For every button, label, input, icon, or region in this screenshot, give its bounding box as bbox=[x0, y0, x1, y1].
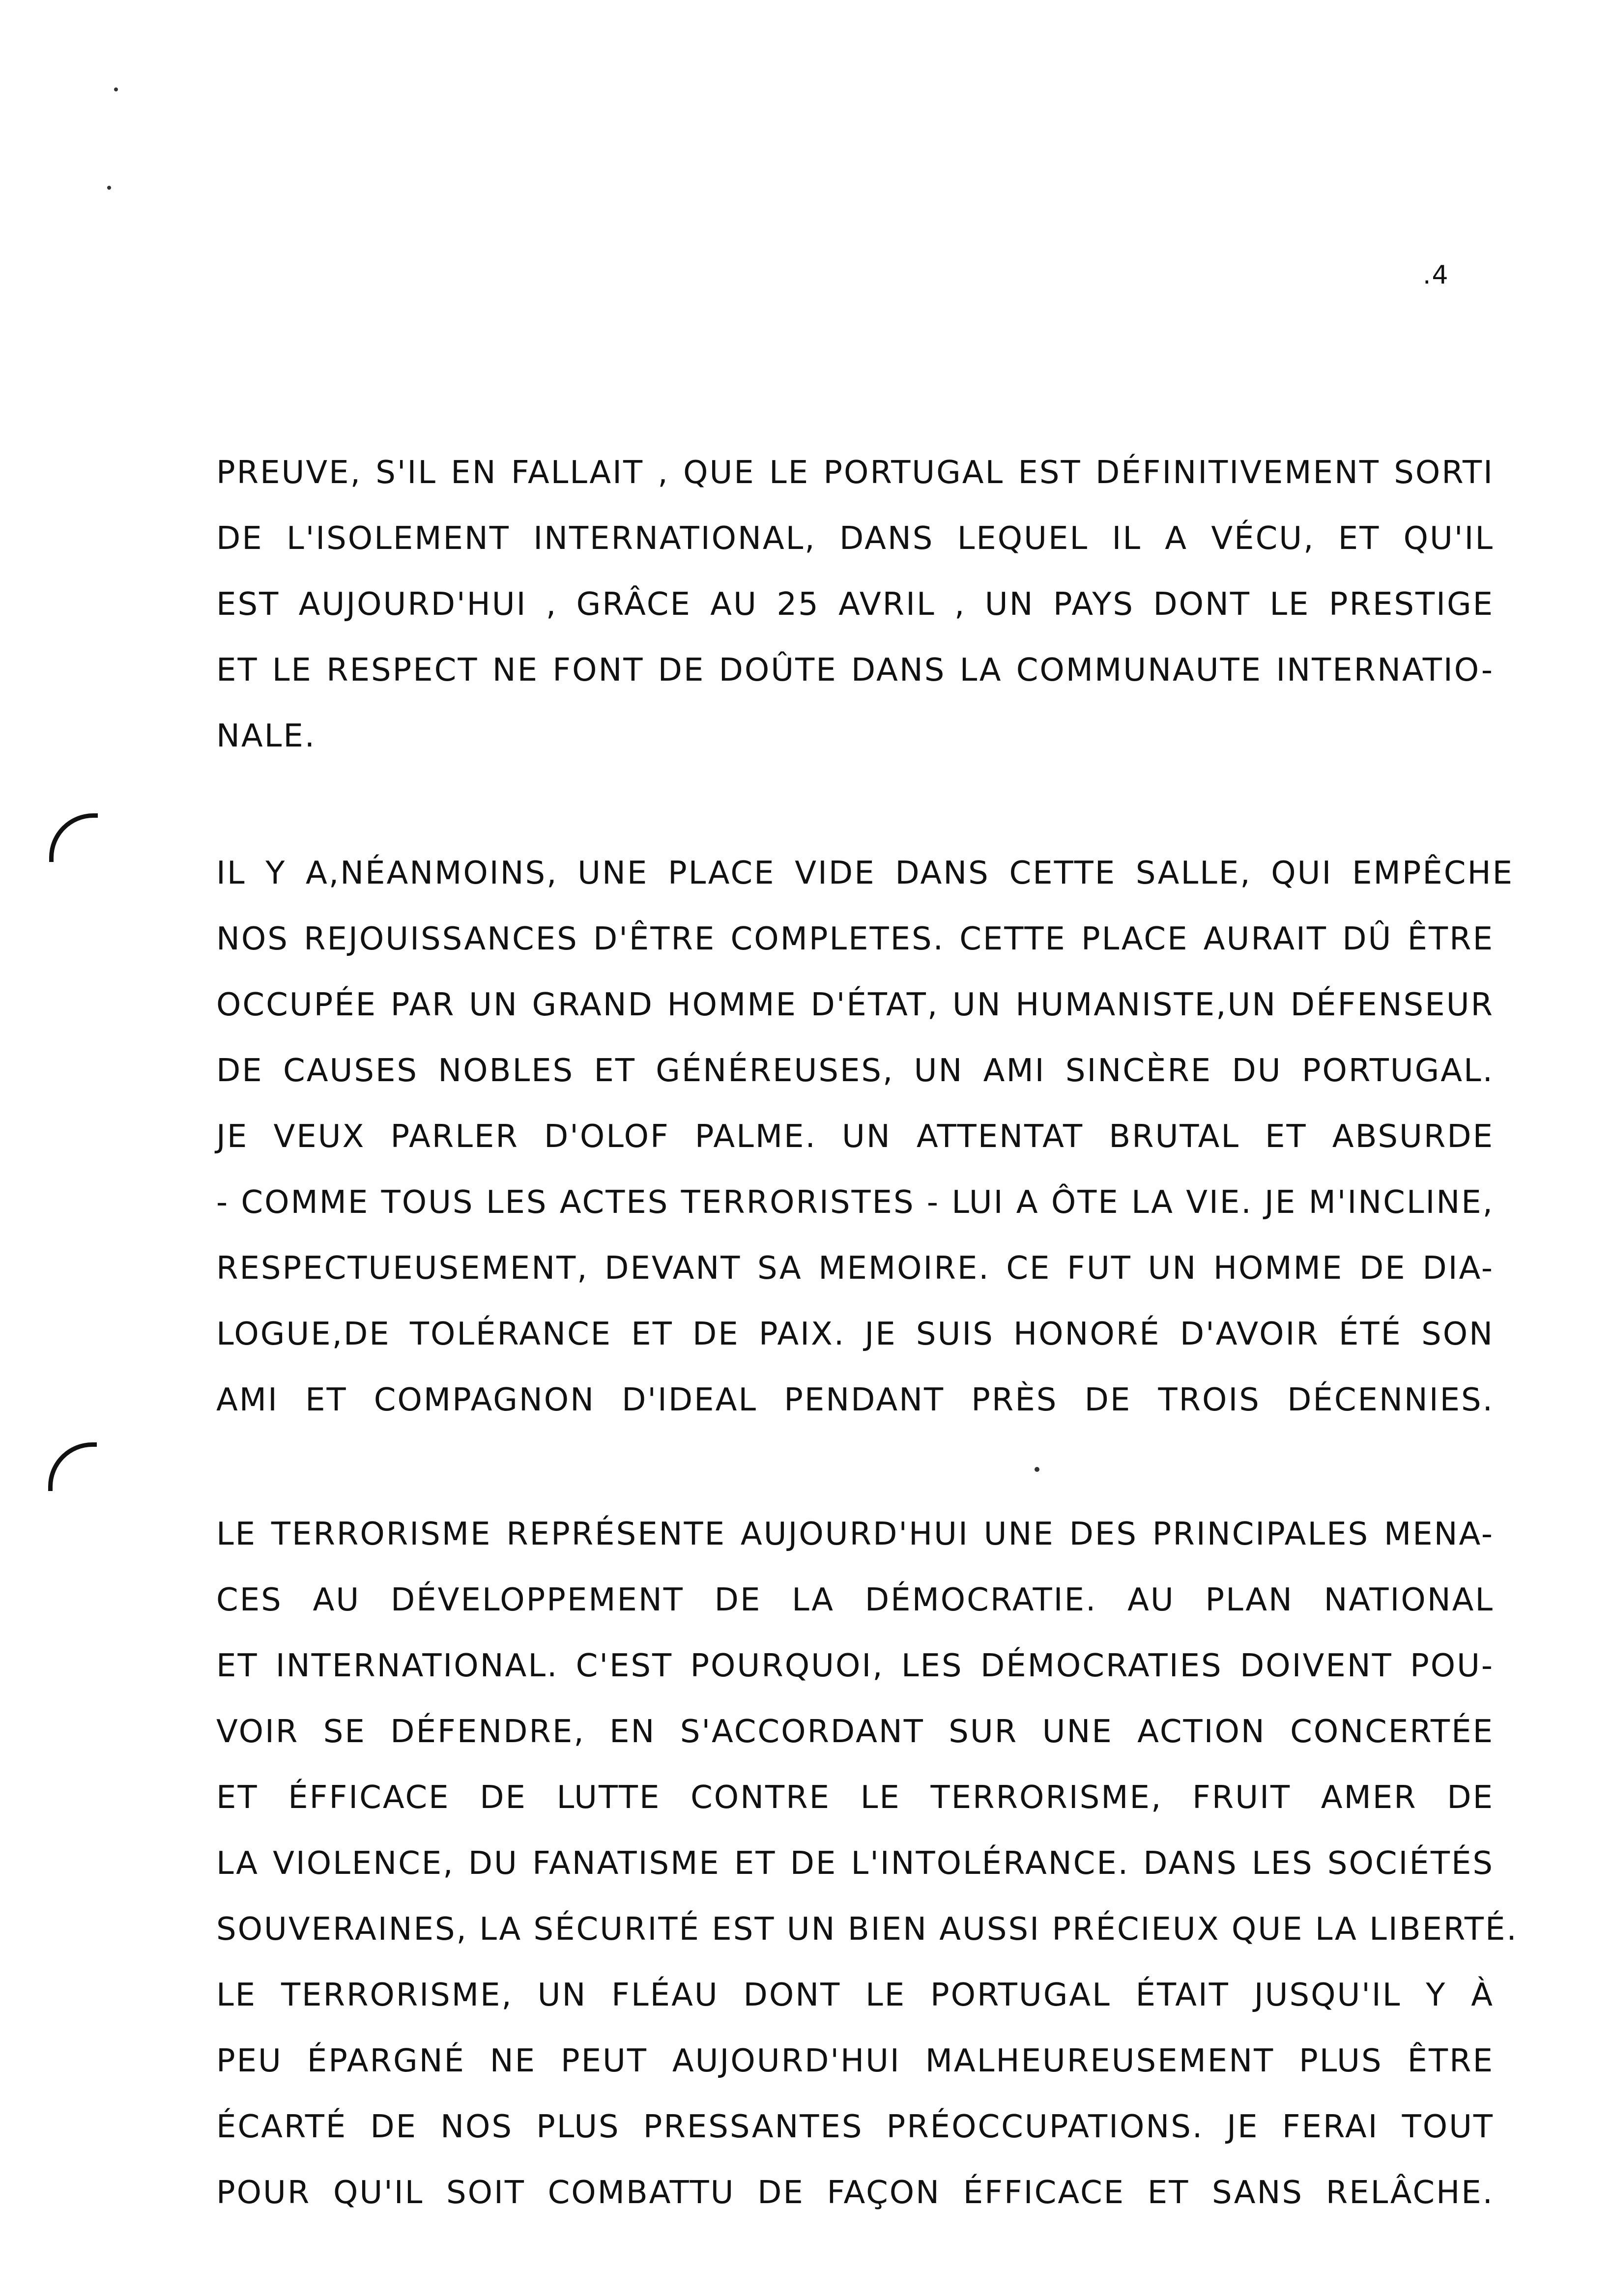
scan-speck bbox=[107, 186, 111, 190]
text-line: ET ÉFFICACE DE LUTTE CONTRE LE TERRORISME, FRUIT AMER DE bbox=[216, 1779, 1494, 1816]
text-line: PREUVE, S'IL EN FALLAIT , QUE LE PORTUGAL EST DÉFINITIVEMENT SORTI bbox=[216, 455, 1494, 491]
text-line: RESPECTUEUSEMENT, DEVANT SA MEMOIRE. CE FUT UN HOMME DE DIA- bbox=[216, 1250, 1494, 1287]
text-line: LE TERRORISME REPRÉSENTE AUJOURD'HUI UNE DES PRINCIPALES MENA- bbox=[216, 1516, 1494, 1552]
paragraph-2 bbox=[216, 840, 1514, 1433]
margin-paragraph-mark bbox=[49, 813, 98, 862]
text-line: POUR QU'IL SOIT COMBATTU DE FAÇON ÉFFICACE ET SANS RELÂCHE. bbox=[216, 2175, 1494, 2211]
margin-paragraph-mark bbox=[48, 1442, 97, 1491]
text-line: LOGUE,DE TOLÉRANCE ET DE PAIX. JE SUIS HONORÉ D'AVOIR ÉTÉ SON bbox=[216, 1316, 1494, 1352]
text-line: VOIR SE DÉFENDRE, EN S'ACCORDANT SUR UNE ACTION CONCERTÉE bbox=[216, 1714, 1494, 1750]
text-line: AMI ET COMPAGNON D'IDEAL PENDANT PRÈS DE TROIS DÉCENNIES. bbox=[216, 1382, 1494, 1418]
text-line: NALE. bbox=[216, 718, 317, 754]
scan-speck bbox=[1035, 1467, 1039, 1472]
paragraph-3 bbox=[216, 1501, 1518, 2226]
text-line: PEU ÉPARGNÉ NE PEUT AUJOURD'HUI MALHEUREUSEMENT PLUS ÊTRE bbox=[216, 2043, 1494, 2079]
text-line: DE CAUSES NOBLES ET GÉNÉREUSES, UN AMI SINCÈRE DU PORTUGAL. bbox=[216, 1053, 1494, 1089]
page-number: .4 bbox=[1423, 260, 1449, 290]
text-line: JE VEUX PARLER D'OLOF PALME. UN ATTENTAT BRUTAL ET ABSURDE bbox=[216, 1119, 1494, 1155]
text-line: OCCUPÉE PAR UN GRAND HOMME D'ÉTAT, UN HUMANISTE,UN DÉFENSEUR bbox=[216, 987, 1494, 1023]
scan-speck bbox=[114, 87, 118, 91]
text-line: SOUVERAINES, LA SÉCURITÉ EST UN BIEN AUSSI PRÉCIEUX QUE LA LIBERTÉ. bbox=[216, 1911, 1518, 1948]
text-line: ET LE RESPECT NE FONT DE DOÛTE DANS LA COMMUNAUTE INTERNATIO- bbox=[216, 652, 1494, 689]
text-line: LA VIOLENCE, DU FANATISME ET DE L'INTOLÉRANCE. DANS LES SOCIÉTÉS bbox=[216, 1845, 1494, 1882]
paragraph-1 bbox=[216, 440, 1494, 769]
text-line: ET INTERNATIONAL. C'EST POURQUOI, LES DÉMOCRATIES DOIVENT POU- bbox=[216, 1648, 1494, 1684]
text-line: IL Y A,NÉANMOINS, UNE PLACE VIDE DANS CETTE SALLE, QUI EMPÊCHE bbox=[216, 855, 1514, 891]
text-line: DE L'ISOLEMENT INTERNATIONAL, DANS LEQUEL IL A VÉCU, ET QU'IL bbox=[216, 520, 1494, 557]
text-line: LE TERRORISME, UN FLÉAU DONT LE PORTUGAL ÉTAIT JUSQU'IL Y À bbox=[216, 1977, 1494, 2013]
text-line: CES AU DÉVELOPPEMENT DE LA DÉMOCRATIE. AU PLAN NATIONAL bbox=[216, 1582, 1494, 1618]
text-line: - COMME TOUS LES ACTES TERRORISTES - LUI A ÔTE LA VIE. JE M'INCLINE, bbox=[216, 1184, 1494, 1221]
text-line: EST AUJOURD'HUI , GRÂCE AU 25 AVRIL , UN PAYS DONT LE PRESTIGE bbox=[216, 586, 1494, 623]
text-line: ÉCARTÉ DE NOS PLUS PRESSANTES PRÉOCCUPATIONS. JE FERAI TOUT bbox=[216, 2109, 1494, 2145]
text-line: NOS REJOUISSANCES D'ÊTRE COMPLETES. CETTE PLACE AURAIT DÛ ÊTRE bbox=[216, 921, 1494, 957]
